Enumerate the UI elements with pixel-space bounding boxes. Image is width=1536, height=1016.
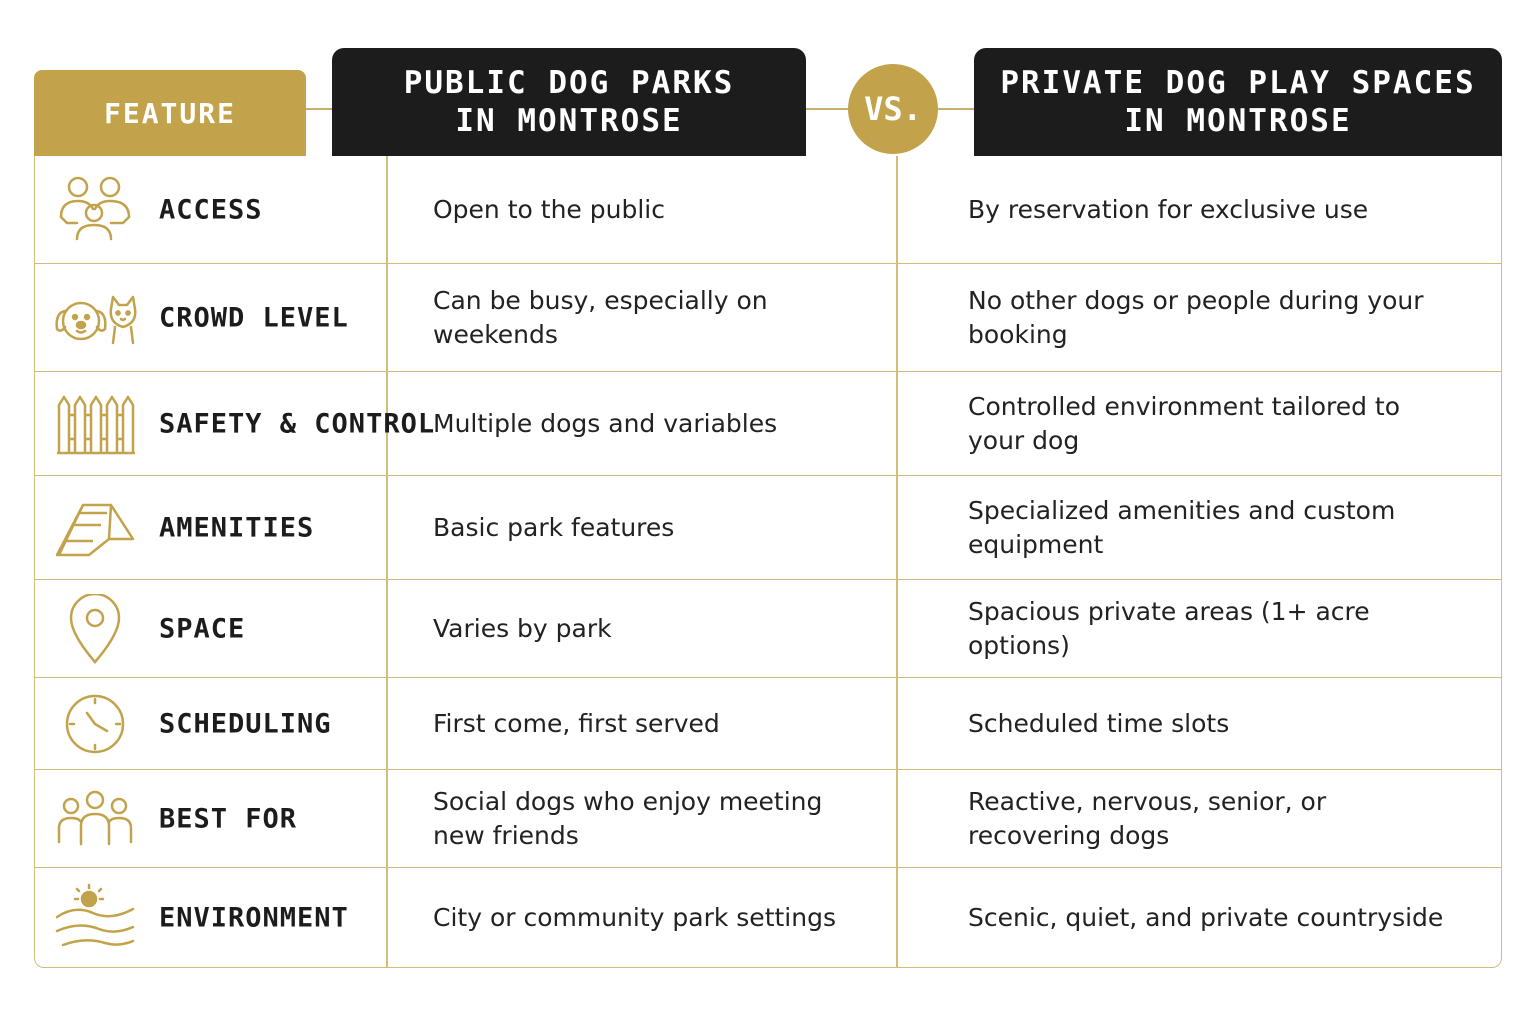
private-value: Scenic, quiet, and private countryside <box>968 903 1444 932</box>
feature-label: CROWD LEVEL <box>159 302 349 333</box>
private-value: Spacious private areas (1+ acre options) <box>968 596 1370 660</box>
feature-label: SPACE <box>159 613 246 644</box>
sunrise-landscape-icon <box>53 883 137 953</box>
private-value: Scheduled time slots <box>968 708 1230 738</box>
private-value: By reservation for exclusive use <box>968 194 1369 224</box>
clock-icon <box>53 689 137 759</box>
feature-label: BEST FOR <box>159 803 298 834</box>
feature-label: SAFETY & CONTROL <box>159 408 436 439</box>
header-connector-line <box>938 108 974 110</box>
table-row <box>35 372 1501 476</box>
table-row <box>35 264 1501 372</box>
table-row <box>35 770 1501 868</box>
private-value: No other dogs or people during your booking <box>968 285 1424 349</box>
feature-label: ENVIRONMENT <box>159 902 349 934</box>
public-value: Social dogs who enjoy meeting new friends <box>433 786 823 850</box>
header-connector-line <box>306 108 332 110</box>
public-value: City or community park settings <box>433 903 836 932</box>
public-value: Basic park features <box>433 512 675 542</box>
private-value: Specialized amenities and custom equipment <box>968 495 1396 559</box>
public-value: Can be busy, especially on weekends <box>433 285 768 349</box>
table-row <box>35 868 1501 968</box>
public-value: Varies by park <box>433 613 612 643</box>
feature-label: AMENITIES <box>159 512 315 543</box>
table-row <box>35 580 1501 678</box>
vs-badge: VS. <box>848 64 938 154</box>
public-value: Multiple dogs and variables <box>433 408 778 438</box>
public-value: Open to the public <box>433 194 665 224</box>
public-parks-column-header: PUBLIC DOG PARKS IN MONTROSE <box>332 48 806 156</box>
table-row <box>35 156 1501 264</box>
agility-ramp-icon <box>53 493 137 563</box>
public-value: First come, first served <box>433 708 720 738</box>
private-spaces-column-header: PRIVATE DOG PLAY SPACES IN MONTROSE <box>974 48 1502 156</box>
people-group-icon <box>53 175 137 245</box>
two-dogs-icon <box>53 283 137 353</box>
comparison-table <box>34 156 1502 968</box>
private-value: Controlled environment tailored to your dog <box>968 391 1401 455</box>
fence-icon <box>53 389 137 459</box>
private-value: Reactive, nervous, senior, or recovering dogs <box>968 786 1327 850</box>
users-icon <box>53 784 137 854</box>
feature-label: SCHEDULING <box>159 708 332 739</box>
location-pin-icon <box>53 594 137 664</box>
feature-column-header: FEATURE <box>34 70 306 156</box>
table-row <box>35 678 1501 770</box>
header-connector-line <box>806 108 848 110</box>
table-row <box>35 476 1501 580</box>
feature-label: ACCESS <box>159 194 263 225</box>
